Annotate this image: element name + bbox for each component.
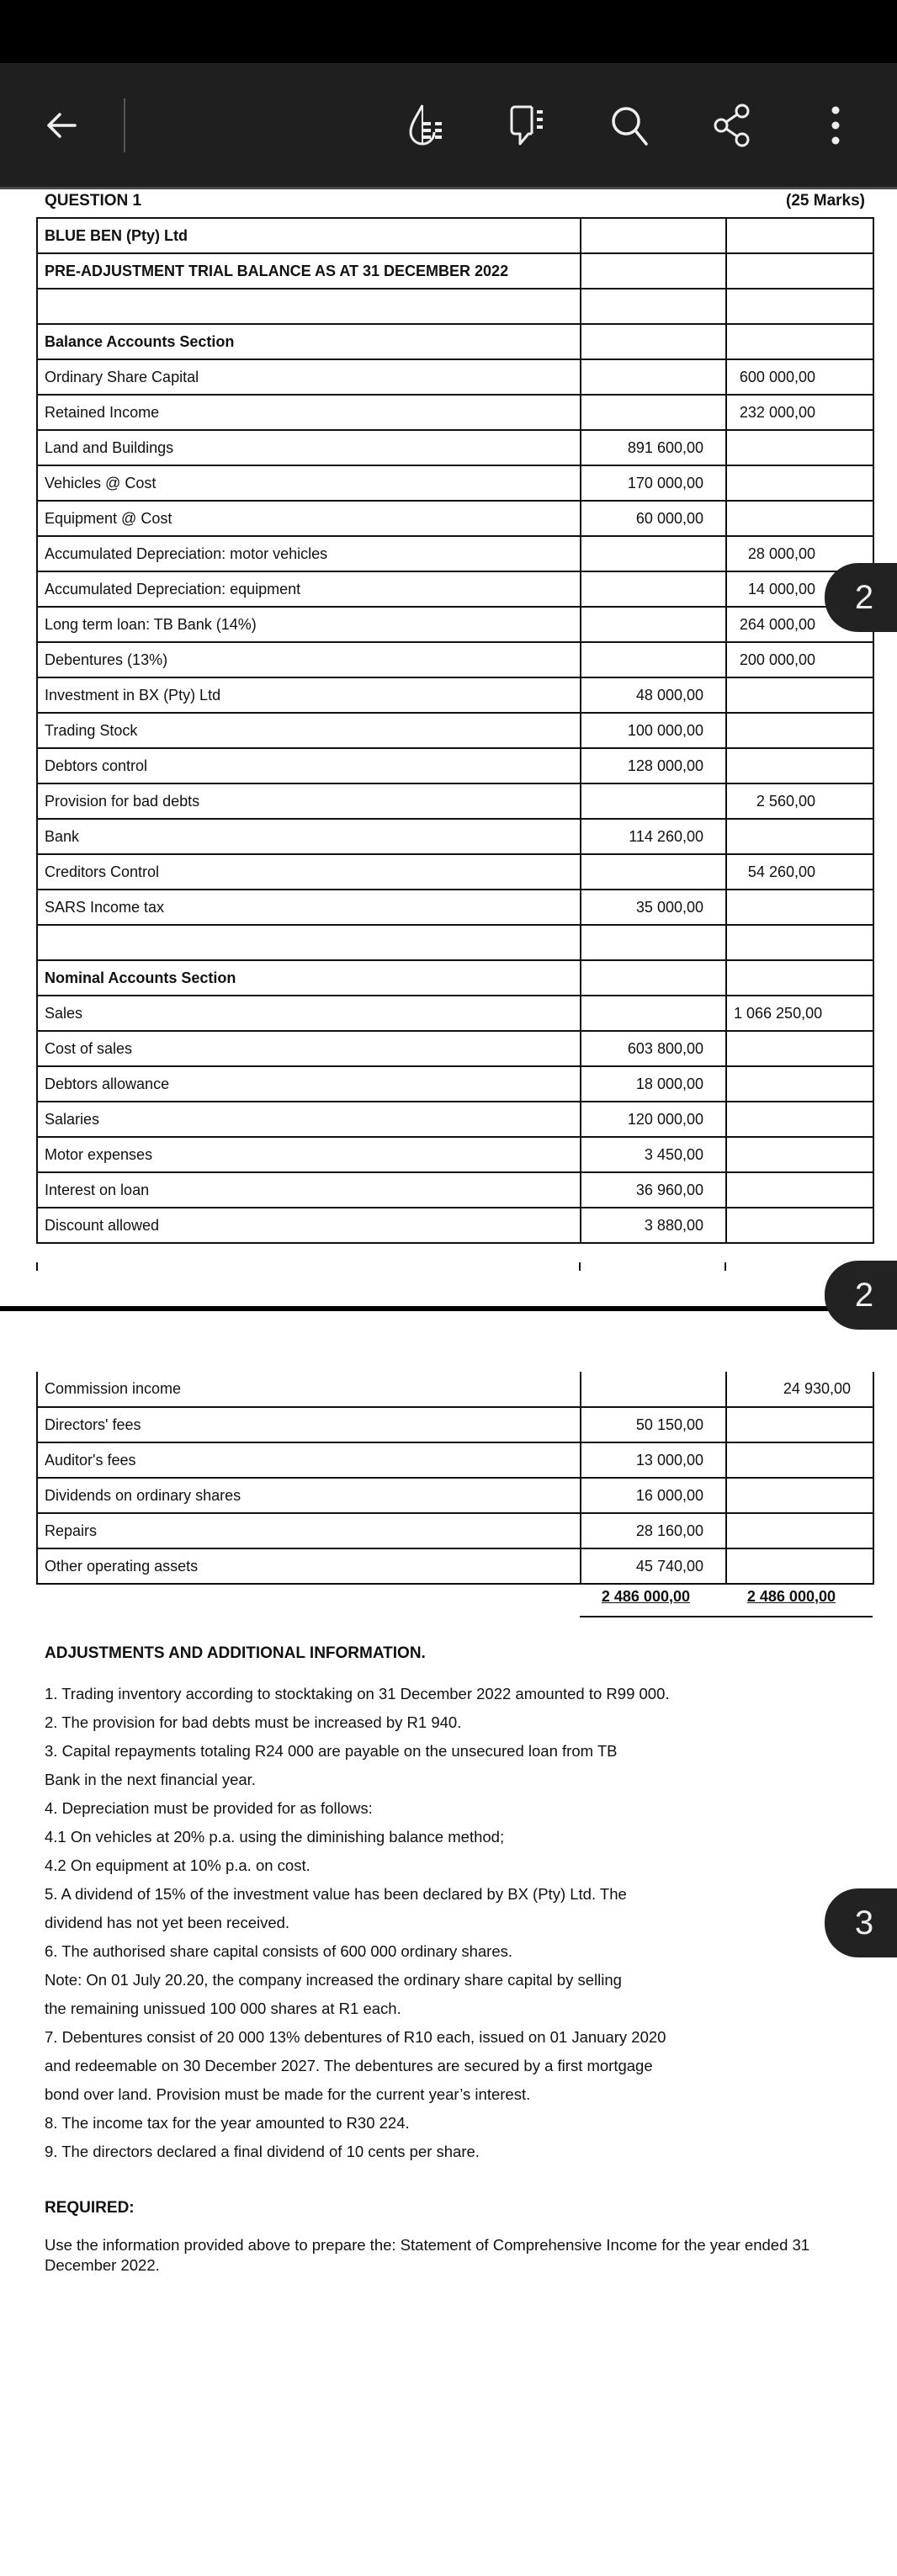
account-name: Equipment @ Cost <box>37 501 581 536</box>
credit-amount <box>726 253 873 289</box>
viewer-toolbar <box>0 63 897 189</box>
debit-amount <box>581 359 726 395</box>
table-row <box>37 1442 873 1478</box>
debit-amount: 35 000,00 <box>581 890 726 925</box>
credit-amount: 232 000,00 <box>726 395 873 430</box>
reading-mode-icon[interactable] <box>405 102 452 149</box>
table-continuation-line <box>36 1262 38 1271</box>
debit-amount <box>581 289 726 324</box>
debit-amount <box>581 218 726 253</box>
account-name: BLUE BEN (Pty) Ltd <box>37 218 581 253</box>
table-row <box>37 218 873 253</box>
account-name: Auditor's fees <box>37 1442 581 1478</box>
debit-amount <box>581 1372 726 1407</box>
account-name: Commission income <box>37 1372 581 1407</box>
debit-amount <box>581 253 726 289</box>
adjustment-line: 4. Depreciation must be provided for as follows: <box>45 1799 373 1817</box>
comment-icon[interactable] <box>506 102 553 149</box>
credit-amount <box>726 677 873 713</box>
account-name: PRE-ADJUSTMENT TRIAL BALANCE AS AT 31 DECEMBER 2022 <box>37 253 581 289</box>
credit-amount <box>726 465 873 501</box>
table-row <box>37 501 873 536</box>
credit-amount: 54 260,00 <box>726 854 873 890</box>
debit-amount <box>581 571 726 607</box>
account-name: Dividends on ordinary shares <box>37 1478 581 1513</box>
account-name: Repairs <box>37 1513 581 1548</box>
account-name: Investment in BX (Pty) Ltd <box>37 677 581 713</box>
credit-amount <box>726 890 873 925</box>
account-name: Motor expenses <box>37 1137 581 1172</box>
table-continuation-line <box>579 1262 581 1271</box>
debit-amount: 18 000,00 <box>581 1066 726 1102</box>
credit-amount <box>726 925 873 960</box>
table-row <box>37 748 873 783</box>
credit-amount <box>726 1442 873 1478</box>
debit-amount: 60 000,00 <box>581 501 726 536</box>
adjustment-line: 6. The authorised share capital consists of 600 000 ordinary shares. <box>45 1942 513 1960</box>
credit-amount <box>726 819 873 854</box>
required-heading: REQUIRED: <box>45 2199 135 2217</box>
table-row <box>37 677 873 713</box>
account-name: Debentures (13%) <box>37 642 581 677</box>
credit-amount: 24 930,00 <box>726 1372 873 1407</box>
debit-amount: 3 450,00 <box>581 1137 726 1172</box>
share-icon[interactable] <box>709 102 756 149</box>
adjustment-line: the remaining unissued 100 000 shares at R1 each. <box>45 2000 401 2017</box>
credit-amount <box>726 1208 873 1243</box>
account-name: Retained Income <box>37 395 581 430</box>
account-name: Debtors control <box>37 748 581 783</box>
table-row <box>37 1548 873 1584</box>
debit-amount <box>581 925 726 960</box>
table-row <box>37 253 873 289</box>
account-name: Trading Stock <box>37 713 581 748</box>
account-name: Long term loan: TB Bank (14%) <box>37 607 581 642</box>
adjustment-line: 3. Capital repayments totaling R24 000 are payable on the unsecured loan from TB <box>45 1742 618 1760</box>
debit-amount: 170 000,00 <box>581 465 726 501</box>
credit-amount: 28 000,00 <box>726 536 873 571</box>
credit-amount <box>726 713 873 748</box>
credit-amount: 2 560,00 <box>726 783 873 819</box>
debit-amount <box>581 395 726 430</box>
adjustment-line: dividend has not yet been received. <box>45 1914 290 1931</box>
account-name: Land and Buildings <box>37 430 581 465</box>
debit-amount: 603 800,00 <box>581 1031 726 1066</box>
adjustment-line: 7. Debentures consist of 20 000 13% debentures of R10 each, issued on 01 January 2020 <box>45 2028 666 2046</box>
page-number-badge: 2 <box>825 1261 897 1330</box>
page-number-badge: 2 <box>825 563 897 632</box>
more-options-icon[interactable] <box>812 102 859 149</box>
account-name: Directors' fees <box>37 1407 581 1442</box>
adjustments-heading: ADJUSTMENTS AND ADDITIONAL INFORMATION. <box>45 1644 426 1662</box>
debit-amount: 36 960,00 <box>581 1172 726 1208</box>
required-text: Use the information provided above to prepare the: Statement of Comprehensive Income for the year ended 31 December 2022. <box>45 2236 810 2274</box>
account-name: Balance Accounts Section <box>37 324 581 359</box>
table-row <box>37 289 873 324</box>
debit-amount <box>581 960 726 996</box>
table-row <box>37 960 873 996</box>
account-name <box>37 925 581 960</box>
credit-amount <box>726 1137 873 1172</box>
credit-amount: 600 000,00 <box>726 359 873 395</box>
account-name: Vehicles @ Cost <box>37 465 581 501</box>
table-row <box>37 1208 873 1243</box>
table-row <box>37 890 873 925</box>
adjustment-line: Note: On 01 July 20.20, the company increased the ordinary share capital by selling <box>45 1971 622 1989</box>
debit-amount: 120 000,00 <box>581 1102 726 1137</box>
debit-amount: 13 000,00 <box>581 1442 726 1478</box>
table-row <box>37 1137 873 1172</box>
adjustment-line: 8. The income tax for the year amounted to R30 224. <box>45 2114 410 2132</box>
account-name: Creditors Control <box>37 854 581 890</box>
table-row <box>37 783 873 819</box>
table-row <box>37 1478 873 1513</box>
table-row <box>37 607 873 642</box>
account-name: Bank <box>37 819 581 854</box>
credit-amount <box>726 1513 873 1548</box>
credit-amount <box>726 748 873 783</box>
credit-amount: 264 000,00 <box>726 607 873 642</box>
table-row <box>37 713 873 748</box>
adjustments-list <box>45 1680 670 2166</box>
table-row <box>37 465 873 501</box>
adjustment-line: 5. A dividend of 15% of the investment value has been declared by BX (Pty) Ltd. The <box>45 1885 627 1903</box>
debit-amount: 114 260,00 <box>581 819 726 854</box>
credit-amount: 14 000,00 <box>726 571 873 607</box>
credit-amount <box>726 218 873 253</box>
table-row <box>37 1066 873 1102</box>
debit-amount: 16 000,00 <box>581 1478 726 1513</box>
debit-amount: 48 000,00 <box>581 677 726 713</box>
credit-amount <box>726 1066 873 1102</box>
back-arrow-icon[interactable] <box>38 102 85 149</box>
credit-amount <box>726 960 873 996</box>
account-name: Sales <box>37 996 581 1031</box>
debit-amount <box>581 996 726 1031</box>
table-row <box>37 1031 873 1066</box>
table-continuation-line <box>724 1262 726 1271</box>
totals-rule <box>580 1616 873 1617</box>
account-name: Salaries <box>37 1102 581 1137</box>
debit-amount: 891 600,00 <box>581 430 726 465</box>
account-name <box>37 289 581 324</box>
adjustment-line: 4.2 On equipment at 10% p.a. on cost. <box>45 1856 310 1874</box>
toolbar-divider <box>124 98 125 152</box>
account-name: Accumulated Depreciation: equipment <box>37 571 581 607</box>
account-name: Other operating assets <box>37 1548 581 1584</box>
account-name: Nominal Accounts Section <box>37 960 581 996</box>
debit-amount <box>581 642 726 677</box>
page-separator <box>0 1306 897 1311</box>
credit-amount <box>726 1548 873 1584</box>
search-icon[interactable] <box>606 102 653 149</box>
table-row <box>37 430 873 465</box>
adjustment-line: 9. The directors declared a final dividend of 10 cents per share. <box>45 2143 480 2160</box>
debit-amount: 100 000,00 <box>581 713 726 748</box>
debit-amount <box>581 607 726 642</box>
debit-amount <box>581 854 726 890</box>
credit-amount <box>726 1478 873 1513</box>
credit-amount <box>726 430 873 465</box>
total-credit: 2 486 000,00 <box>746 1588 836 1605</box>
total-debit: 2 486 000,00 <box>601 1588 690 1605</box>
table-row <box>37 1513 873 1548</box>
credit-amount: 200 000,00 <box>726 642 873 677</box>
debit-amount: 128 000,00 <box>581 748 726 783</box>
credit-amount <box>726 1102 873 1137</box>
table-row <box>37 1102 873 1137</box>
account-name: Provision for bad debts <box>37 783 581 819</box>
debit-amount: 45 740,00 <box>581 1548 726 1584</box>
table-row <box>37 324 873 359</box>
trial-balance-table-page1 <box>36 217 874 1244</box>
table-row <box>37 996 873 1031</box>
debit-amount: 50 150,00 <box>581 1407 726 1442</box>
account-name: SARS Income tax <box>37 890 581 925</box>
question-header <box>45 192 865 210</box>
table-row <box>37 395 873 430</box>
account-name: Accumulated Depreciation: motor vehicles <box>37 536 581 571</box>
credit-amount <box>726 289 873 324</box>
table-row <box>37 925 873 960</box>
account-name: Debtors allowance <box>37 1066 581 1102</box>
account-name: Interest on loan <box>37 1172 581 1208</box>
table-row <box>37 1407 873 1442</box>
credit-amount <box>726 501 873 536</box>
account-name: Discount allowed <box>37 1208 581 1243</box>
trial-balance-table-page2 <box>36 1372 874 1585</box>
table-row <box>37 1372 873 1407</box>
account-name: Cost of sales <box>37 1031 581 1066</box>
adjustment-line: bond over land. Provision must be made for the current year’s interest. <box>45 2085 531 2103</box>
debit-amount <box>581 536 726 571</box>
table-row <box>37 854 873 890</box>
status-bar <box>0 0 897 63</box>
credit-amount <box>726 1407 873 1442</box>
debit-amount: 28 160,00 <box>581 1513 726 1548</box>
table-row <box>37 359 873 395</box>
table-row <box>37 1172 873 1208</box>
debit-amount: 3 880,00 <box>581 1208 726 1243</box>
question-marks: (25 Marks) <box>786 192 865 210</box>
credit-amount <box>726 1172 873 1208</box>
adjustment-line: and redeemable on 30 December 2027. The debentures are secured by a first mortgage <box>45 2057 653 2074</box>
debit-amount <box>581 783 726 819</box>
page-number-badge: 3 <box>825 1888 897 1957</box>
adjustment-line: 4.1 On vehicles at 20% p.a. using the diminishing balance method; <box>45 1828 505 1846</box>
credit-amount <box>726 1031 873 1066</box>
credit-amount: 1 066 250,00 <box>726 996 873 1031</box>
adjustment-line: 2. The provision for bad debts must be increased by R1 940. <box>45 1713 462 1731</box>
debit-amount <box>581 324 726 359</box>
table-row <box>37 536 873 571</box>
question-title: QUESTION 1 <box>45 192 142 210</box>
adjustment-line: 1. Trading inventory according to stocktaking on 31 December 2022 amounted to R99 000. <box>45 1685 670 1702</box>
account-name: Ordinary Share Capital <box>37 359 581 395</box>
credit-amount <box>726 324 873 359</box>
table-row <box>37 819 873 854</box>
table-row <box>37 642 873 677</box>
table-row <box>37 571 873 607</box>
adjustment-line: Bank in the next financial year. <box>45 1771 256 1788</box>
